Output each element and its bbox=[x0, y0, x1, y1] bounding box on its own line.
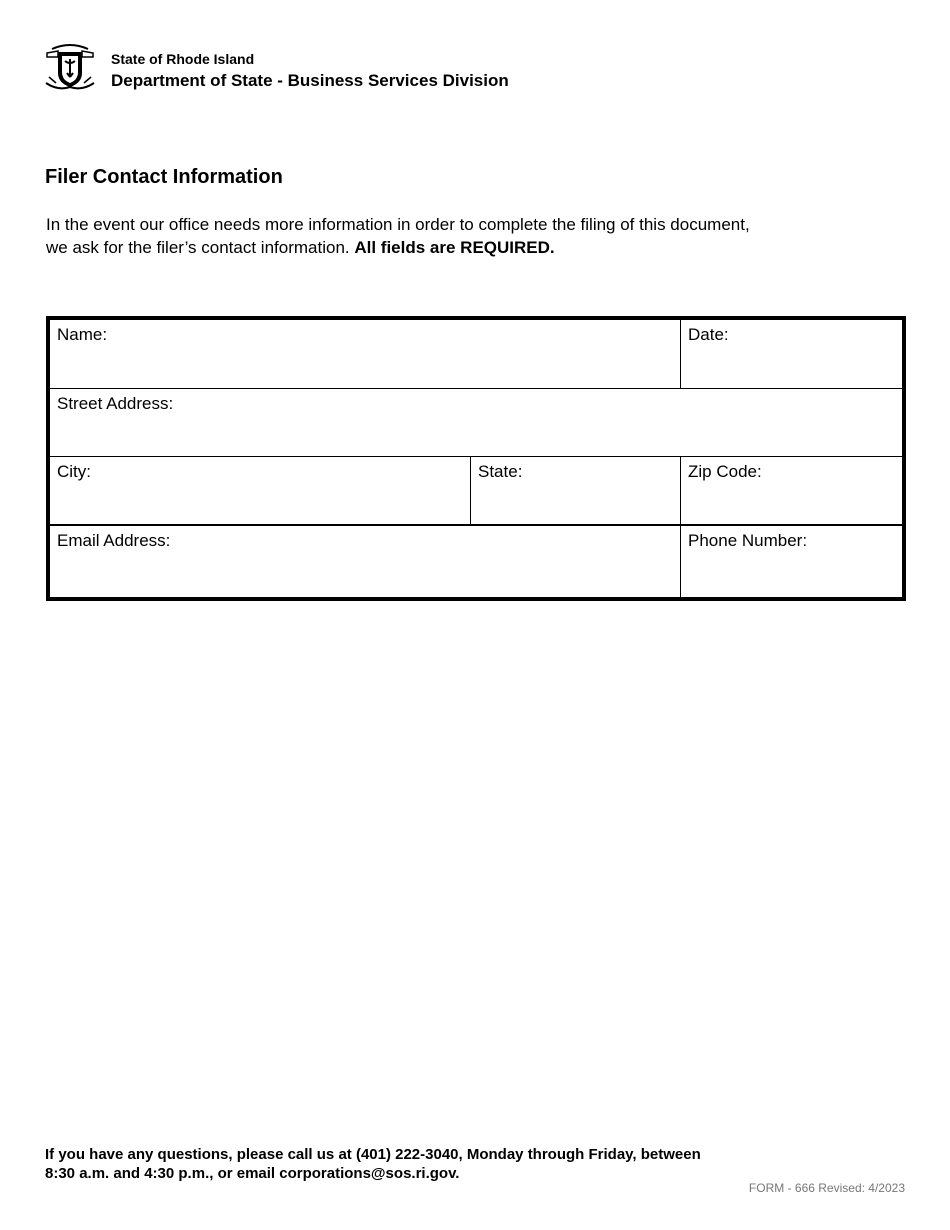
city-cell bbox=[50, 456, 470, 524]
zip-code-label: Zip Code: bbox=[688, 462, 762, 481]
city-input[interactable] bbox=[56, 493, 464, 519]
footer-contact-info: If you have any questions, please call us at (401) 222-3040, Monday through Friday, between 8:30 a.m. and 4:30 p.m., or email corporations@sos.ri.gov. bbox=[45, 1146, 701, 1182]
street-address-cell bbox=[50, 388, 902, 456]
state-input[interactable] bbox=[477, 493, 674, 519]
header-department: Department of State - Business Services Division bbox=[111, 71, 509, 90]
intro-text: In the event our office needs more information in order to complete the filing of this document, we ask for the filer’s contact information. bbox=[46, 215, 750, 257]
state-cell bbox=[470, 456, 680, 524]
email-address-label: Email Address: bbox=[57, 531, 171, 550]
state-seal-logo bbox=[44, 43, 96, 93]
city-label: City: bbox=[57, 462, 91, 481]
name-label: Name: bbox=[57, 325, 108, 344]
email-address-input[interactable] bbox=[56, 566, 674, 592]
form-title: Filer Contact Information bbox=[45, 166, 283, 188]
contact-table bbox=[46, 316, 906, 601]
date-cell bbox=[680, 320, 902, 388]
street-address-label: Street Address: bbox=[57, 394, 174, 413]
zip-code-input[interactable] bbox=[687, 493, 896, 519]
name-input[interactable] bbox=[56, 357, 674, 383]
state-label: State: bbox=[478, 462, 523, 481]
phone-number-cell bbox=[680, 524, 902, 597]
intro-paragraph bbox=[46, 213, 766, 259]
phone-number-label: Phone Number: bbox=[688, 531, 808, 550]
intro-required-note: All fields are REQUIRED. bbox=[354, 238, 555, 257]
form-number: FORM - 666 Revised: 4/2023 bbox=[748, 1181, 905, 1195]
street-address-input[interactable] bbox=[56, 425, 896, 451]
header-state: State of Rhode Island bbox=[111, 51, 255, 67]
phone-number-input[interactable] bbox=[687, 566, 896, 592]
email-address-cell bbox=[50, 524, 680, 597]
date-input[interactable] bbox=[687, 357, 896, 383]
name-cell bbox=[50, 320, 680, 388]
zip-code-cell bbox=[680, 456, 902, 524]
date-label: Date: bbox=[688, 325, 729, 344]
